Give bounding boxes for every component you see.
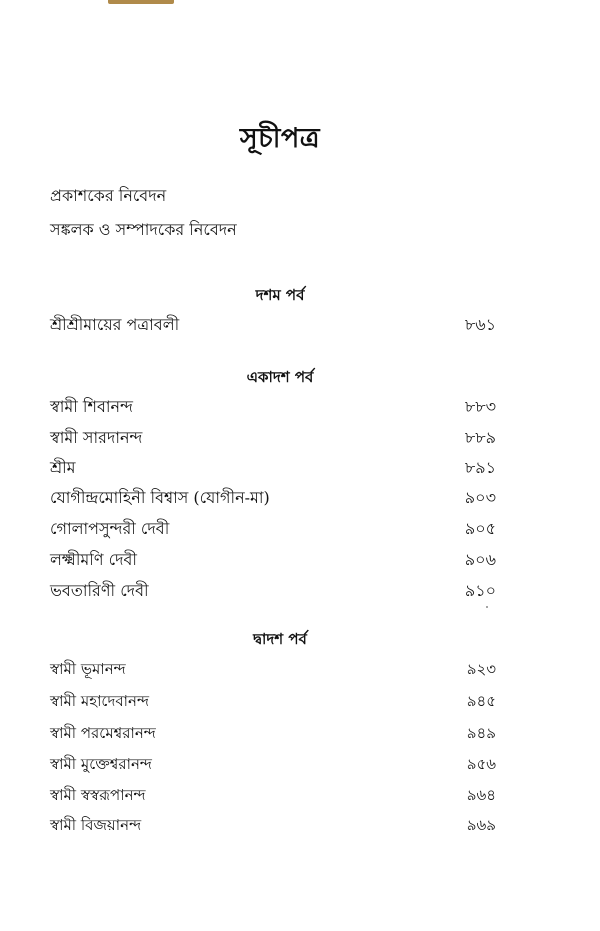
toc-entry-page: ৯০৩: [464, 488, 496, 507]
section-heading-10: দশম পর্ব: [255, 286, 305, 304]
top-edge-mark: [108, 0, 174, 4]
section-heading-12: দ্বাদশ পর্ব: [253, 630, 307, 648]
preface-publisher[interactable]: প্রকাশকের নিবেদন: [50, 186, 167, 205]
toc-entry-title: গোলাপসুন্দরী দেবী: [50, 519, 170, 538]
section-heading-11: একাদশ পর্ব: [246, 368, 314, 386]
toc-entry-title: স্বামী বিজয়ানন্দ: [50, 816, 142, 834]
toc-entry-page: ৯২৩: [466, 660, 496, 678]
page-title: সূচীপত্র: [239, 123, 321, 154]
toc-entry[interactable]: [50, 753, 496, 777]
toc-entry-title: স্বামী পরমেশ্বরানন্দ: [50, 724, 156, 742]
toc-entry[interactable]: [50, 578, 496, 602]
toc-entry-title: স্বামী স্বস্বরূপানন্দ: [50, 786, 146, 804]
toc-entry-page: ৯৬৯: [466, 816, 496, 834]
toc-entry-title: স্বামী শিবানন্দ: [50, 397, 133, 416]
toc-entry[interactable]: [50, 312, 496, 336]
preface-compiler[interactable]: সঙ্কলক ও সম্পাদকের নিবেদন: [50, 220, 237, 239]
toc-entry-page: ৮৮৩: [464, 397, 496, 416]
toc-entry[interactable]: [50, 485, 496, 509]
toc-entry[interactable]: [50, 547, 496, 571]
toc-entry-page: ৯৪৫: [466, 692, 496, 710]
toc-entry-page: ৯১০: [464, 581, 496, 600]
toc-entry-page: ৯০৫: [464, 519, 496, 538]
toc-entry-title: ভবতারিণী দেবী: [50, 581, 149, 600]
toc-entry[interactable]: [50, 516, 496, 540]
toc-entry-page: ৯০৬: [464, 550, 496, 569]
toc-entry[interactable]: [50, 394, 496, 418]
toc-entry-title: লক্ষ্মীমণি দেবী: [50, 550, 138, 569]
toc-entry-page: ৯৪৯: [466, 724, 496, 742]
toc-entry-title: শ্রীম: [50, 458, 76, 477]
toc-entry-title: স্বামী ভূমানন্দ: [50, 660, 126, 678]
toc-entry-title: স্বামী মুক্তেশ্বরানন্দ: [50, 755, 152, 773]
toc-entry-page: ৯৬৪: [466, 786, 496, 804]
print-speck: [486, 606, 488, 608]
toc-entry-title: স্বামী মহাদেবানন্দ: [50, 692, 150, 710]
toc-entry[interactable]: [50, 722, 496, 746]
toc-entry-title: যোগীন্দ্রমোহিনী বিশ্বাস (যোগীন-মা): [50, 488, 270, 507]
toc-entry-page: ৮৮৯: [464, 428, 496, 447]
toc-entry-title: শ্রীশ্রীমায়ের পত্রাবলী: [50, 315, 180, 334]
toc-entry[interactable]: [50, 658, 496, 682]
toc-entry-title: স্বামী সারদানন্দ: [50, 428, 143, 447]
toc-entry-page: ৯৫৬: [466, 755, 496, 773]
toc-entry-page: ৮৬১: [464, 315, 496, 334]
toc-entry-page: ৮৯১: [464, 458, 496, 477]
toc-entry[interactable]: [50, 455, 496, 479]
toc-entry[interactable]: [50, 784, 496, 808]
toc-entry[interactable]: [50, 814, 496, 838]
toc-entry[interactable]: [50, 425, 496, 449]
toc-entry[interactable]: [50, 690, 496, 714]
